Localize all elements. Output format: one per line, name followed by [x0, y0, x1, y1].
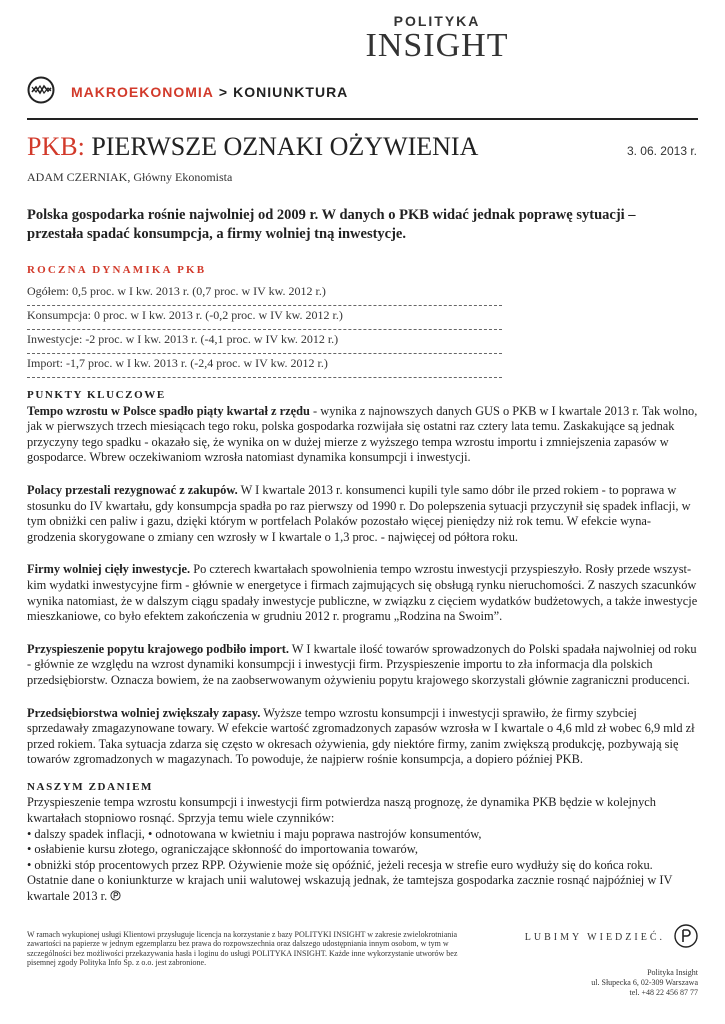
dynamics-title: ROCZNA DYNAMIKA PKB	[27, 264, 207, 276]
section-label	[71, 84, 348, 100]
key-point-head: Firmy wolniej cięły inwestycje.	[27, 562, 191, 577]
key-point-text: - wynika z najnowszych danych GUS o PKB w I kwartale 2013 r. Tak wolno, jak w pierwszych trzech miesiącach tego roku, polska gospodarka rozwijała się ostatni raz cztery lata temu. Zaskakujące są jednak przyczyny tego spadku - okazało się, że wynika on w dużej mierze z wyższego tempa wzrostu importu i zmniejszenia zapasów w gospodarce. Wbrew oczekiwaniom wzrosła natomiast dynamika konsumpcji i inwestycji.	[27, 403, 698, 465]
dynamics-row: Import: -1,7 proc. w I kw. 2013 r. (-2,4 proc. w IV kw. 2012 r.)	[27, 354, 502, 378]
key-point-head: Polacy przestali rezygnować z zakupów.	[27, 482, 238, 497]
key-point-text: Po czterech kwartałach spowolnienia tempo wzrostu inwestycji przyspieszyło. Rosły przede wszyst-kim wydatki inwestycyjne firm - głównie w energetyce i firmach zajmujących się obsługą rynku nieruchomości. Z naszych szacunków wynika natomiast, że w dalszym ciągu spadały inwestycje publiczne, w związku z cięciem wydatków budżetowych, a także inwestycje mieszkaniowe, co było efektem zakończenia w grudniu 2012 r. programu „Rodzina na Swoim”.	[27, 562, 698, 624]
opinion-title: NASZYM ZDANIEM	[27, 780, 153, 793]
footer-address-line: Polityka Insight	[647, 968, 698, 977]
dynamics-row: Ogółem: 0,5 proc. w I kw. 2013 r. (0,7 proc. w IV kw. 2012 r.)	[27, 282, 502, 306]
header-rule	[27, 118, 698, 120]
subcategory-label: KONIUNKTURA	[233, 84, 349, 100]
chart-circle-icon	[27, 76, 55, 104]
category-label: MAKROEKONOMIA	[71, 84, 214, 100]
key-point-head: Przyspieszenie popytu krajowego podbiło import.	[27, 641, 289, 656]
article-lead: Polska gospodarka rośnie najwolniej od 2009 r. W danych o PKB widać jednak poprawę sytuacji – przestała spadać konsumpcja, a firmy wolniej tną inwestycje.	[27, 207, 636, 242]
key-point-head: Tempo wzrostu w Polsce spadło piąty kwartał z rzędu	[27, 403, 310, 418]
opinion-section	[27, 795, 699, 904]
section-header	[27, 74, 698, 116]
article-body	[27, 388, 699, 905]
opinion-line: • dalszy spadek inflacji, • odnotowana w kwietniu i maju poprawa nastrojów konsumentów,	[27, 826, 482, 841]
opinion-line: • obniżki stóp procentowych przez RPP. Ożywienie może się opóźnić, jeżeli recesja w strefie euro wydłuży się do końca roku.	[27, 857, 653, 872]
title-prefix: PKB:	[27, 132, 85, 161]
key-point-text: Wyższe tempo wzrostu konsumpcji i inwestycji sprawiło, że firmy szybciej sprzedawały zmagazynowane towary. W efekcie wartość zgromadzonych zapasów wzrosła w I kwartale o 4,6 mld zł wobec 6,9 mld zł przed rokiem. Taka sytuacja zdarza się często w okresach ożywienia, gdy niektóre firmy, zanim zwiększą produkcję, pozbywają się towarów zgromadzonych w magazynach. To powoduje, że najpierw rośnie konsumpcja, a dopiero później PKB.	[27, 705, 695, 767]
key-point	[27, 562, 699, 624]
key-point	[27, 404, 699, 466]
footer-slogan: LUBIMY WIEDZIEĆ.	[524, 932, 665, 943]
key-point	[27, 642, 699, 689]
key-point	[27, 483, 699, 545]
brand-main: INSIGHT	[365, 27, 509, 64]
opinion-closing: Ostatnie dane o koniunkturze w krajach unii walutowej wskazują jednak, że tamtejsza gospodarka zacznie rosnąć najpóźniej w IV kwartale 2013 r.	[27, 873, 673, 904]
opinion-line: Przyspieszenie tempa wzrostu konsumpcji i inwestycji firm potwierdza naszą prognozę, że dynamika PKB będzie w kolejnych kwartałach stopniowo rosnąć. Sprzyja temu wiele czynników:	[27, 795, 656, 826]
key-point-text: W I kwartale ilość towarów sprowadzonych do Polski spadała najwolniej od roku - głównie ze względu na wzrost dynamiki konsumpcji i inwestycji firm. Przyspieszenie importu to zła informacja dla polskich przedsiębiorstw. Oznacza bowiem, że na zaobserwowanym ożywieniu popytu krajowego skorzystali głównie zagraniczni producenci.	[27, 641, 697, 687]
title-rest: PIERWSZE OZNAKI OŻYWIENIA	[84, 132, 479, 161]
dynamics-row: Konsumpcja: 0 proc. w I kw. 2013 r. (-0,2 proc. w IV kw. 2012 r.)	[27, 306, 502, 330]
brand-logo	[366, 14, 509, 64]
article-date: 3. 06. 2013 r.	[626, 144, 697, 158]
key-points-title: PUNKTY KLUCZOWE	[27, 389, 166, 401]
key-point-text: W I kwartale 2013 r. konsumenci kupili tyle samo dóbr ile przed rokiem - to poprawa w stosunku do IV kwartału, gdy konsumpcja spadła po raz pierwszy od 1990 r. Do polepszenia sytuacji przyczynił się spadek inflacji, w tym obniżki cen paliw i gazu, dzięki którym w portfelach Polaków pozostało więcej pieniędzy niż rok temu. W efekcie wyna-grodzenia skorygowane o zmiany cen wzrosły w I kwartale o 1,3 proc. - najwięcej od półtora roku.	[27, 482, 691, 544]
footer-legal: W ramach wykupionej usługi Klientowi przysługuje licencja na korzystanie z bazy POLITYKI INSIGHT w zakresie zwielokrotniania zawartości na papierze w jednym egzemplarzu bez prawa do rozpowszechnia oraz dalszego udostępniania innym osobom, w tym w szczególności bez możliwości przekazywania hasła i loginu do usługi POLITYKA INSIGHT. Każde inne wykorzystanie utworów bez pisemnej zgody Polityka Info Sp. z o.o. jest zabronione.	[27, 930, 458, 968]
footer-address	[591, 968, 698, 998]
key-point	[27, 706, 699, 768]
footer-address-line: tel. +48 22 456 87 77	[629, 988, 698, 997]
opinion-line: • osłabienie kursu złotego, ograniczające skłonność do importowania towarów,	[27, 842, 418, 857]
key-point-head: Przedsiębiorstwa wolniej zwiększały zapasy.	[27, 705, 261, 720]
article-author: ADAM CZERNIAK, Główny Ekonomista	[27, 170, 233, 184]
category-separator: >	[218, 84, 229, 100]
opinion-line	[27, 873, 699, 904]
brand-top: POLITYKA	[393, 13, 481, 29]
dynamics-row: Inwestycje: -2 proc. w I kw. 2013 r. (-4,1 proc. w IV kw. 2012 r.)	[27, 330, 502, 354]
footer-address-line: ul. Słupecka 6, 02-309 Warszawa	[591, 978, 698, 987]
dynamics-list	[27, 282, 502, 378]
article-title	[27, 132, 478, 162]
polityka-logo-icon	[674, 924, 698, 948]
end-mark-icon	[110, 890, 121, 901]
